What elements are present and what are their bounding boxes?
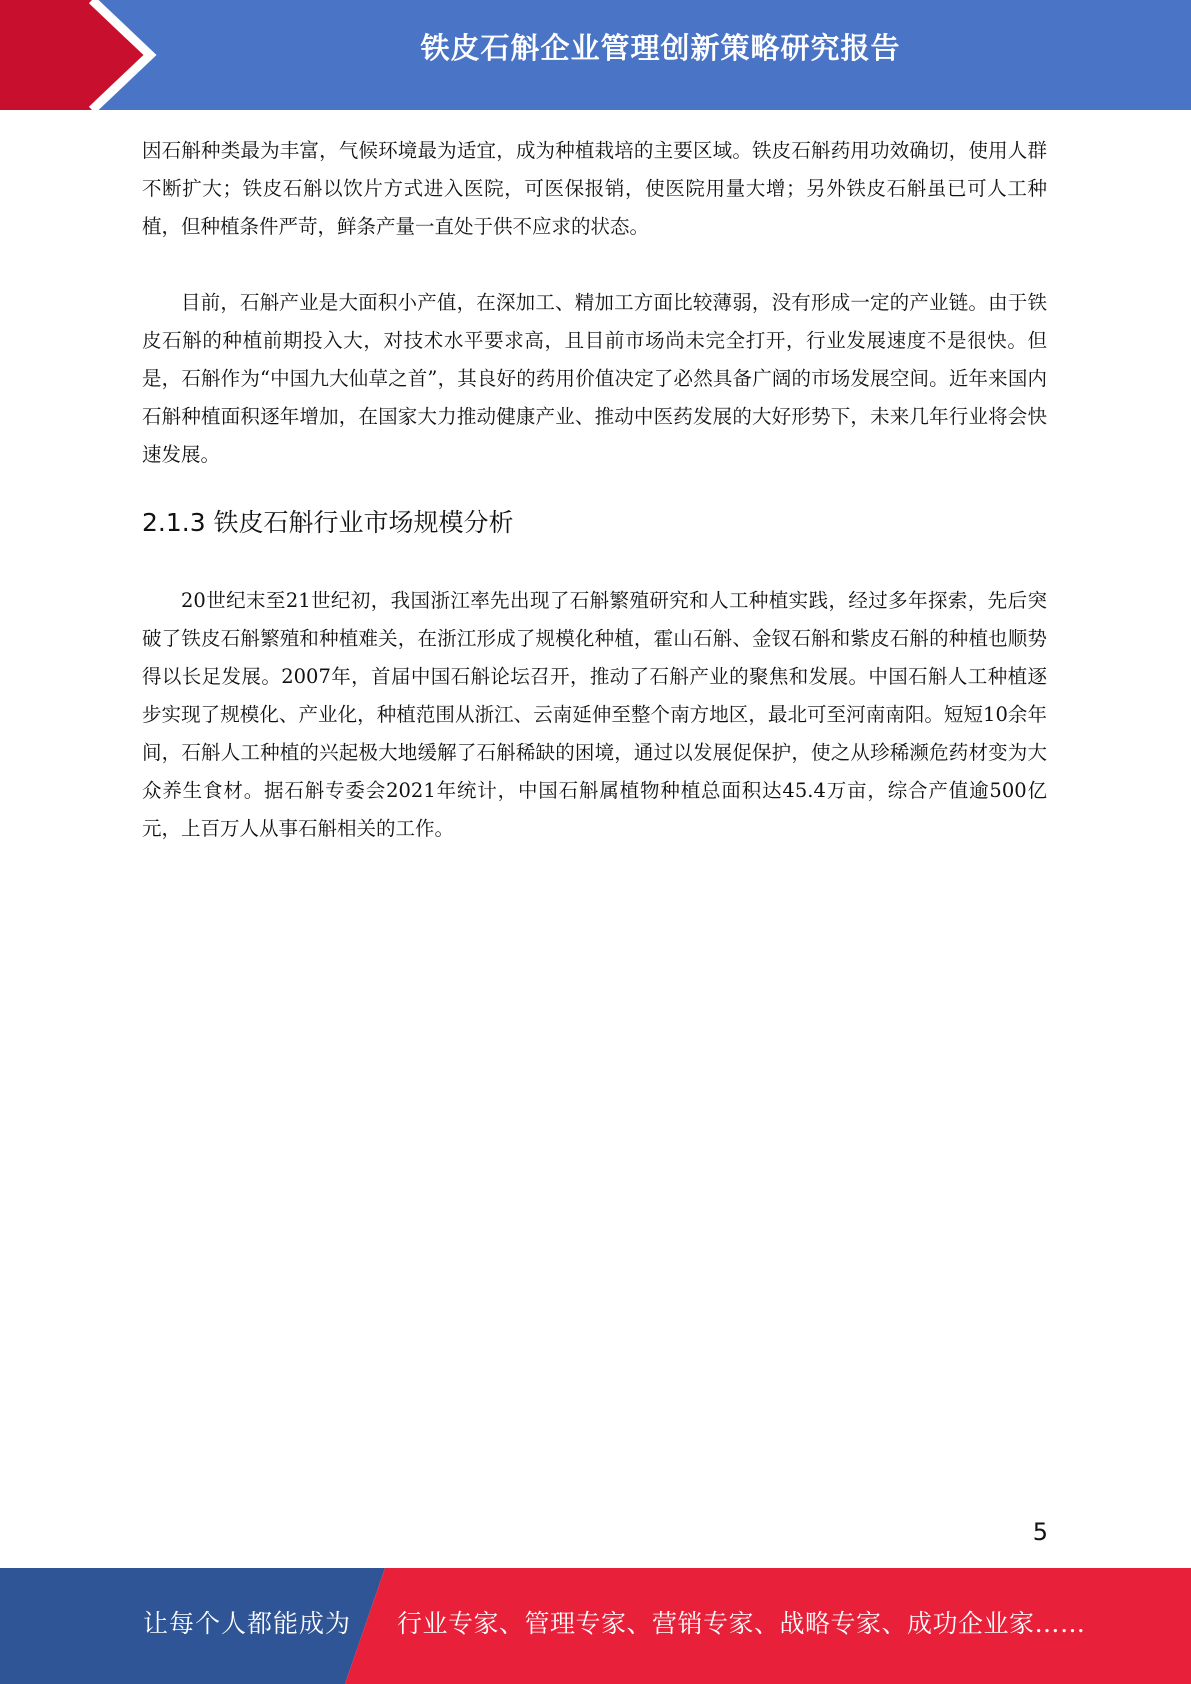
header-red-chevron <box>0 0 150 110</box>
report-title: 铁皮石斛企业管理创新策略研究报告 <box>420 31 901 65</box>
body-paragraph-1: 因石斛种类最为丰富，气候环境最为适宜，成为种植栽培的主要区域。铁皮石斛药用功效确切，使用人群不断扩大；铁皮石斛以饮片方式进入医院，可医保报销，使医院用量大增；另外铁皮石斛虽已可人工种植，但种植条件严苛，鲜条产量一直处于供不应求的状态。 <box>142 139 1047 238</box>
page-header <box>0 0 1191 110</box>
document-body <box>142 132 1047 848</box>
footer-slogan-left: 让每个人都能成为 <box>143 1609 352 1638</box>
page-footer <box>0 1568 1191 1684</box>
body-paragraph-3: 20世纪末至21世纪初，我国浙江率先出现了石斛繁殖研究和人工种植实践，经过多年探索，先后突破了铁皮石斛繁殖和种植难关，在浙江形成了规模化种植，霍山石斛、金钗石斛和紫皮石斛的种植也顺势得以长足发展。2007年，首届中国石斛论坛召开，推动了石斛产业的聚焦和发展。中国石斛人工种植逐步实现了规模化、产业化，种植范围从浙江、云南延伸至整个南方地区，最北可至河南南阳。短短10余年间，石斛人工种植的兴起极大地缓解了石斛稀缺的困境，通过以发展促保护，使之从珍稀濒危药材变为大众养生食材。据石斛专委会2021年统计，中国石斛属植物种植总面积达45.4万亩，综合产值逾500亿元，上百万人从事石斛相关的工作。 <box>142 589 1047 840</box>
page-number: 5 <box>1032 1518 1048 1546</box>
body-paragraph-2: 目前，石斛产业是大面积小产值，在深加工、精加工方面比较薄弱，没有形成一定的产业链。由于铁皮石斛的种植前期投入大，对技术水平要求高，且目前市场尚未完全打开，行业发展速度不是很快。但是，石斛作为“中国九大仙草之首”，其良好的药用价值决定了必然具备广阔的市场发展空间。近年来国内石斛种植面积逐年增加，在国家大力推动健康产业、推动中医药发展的大好形势下，未来几年行业将会快速发展。 <box>142 291 1047 466</box>
section-heading-2-1-3: 2.1.3 铁皮石斛行业市场规模分析 <box>142 508 514 537</box>
footer-slogan-right: 行业专家、管理专家、营销专家、战略专家、成功企业家…… <box>397 1609 1086 1638</box>
